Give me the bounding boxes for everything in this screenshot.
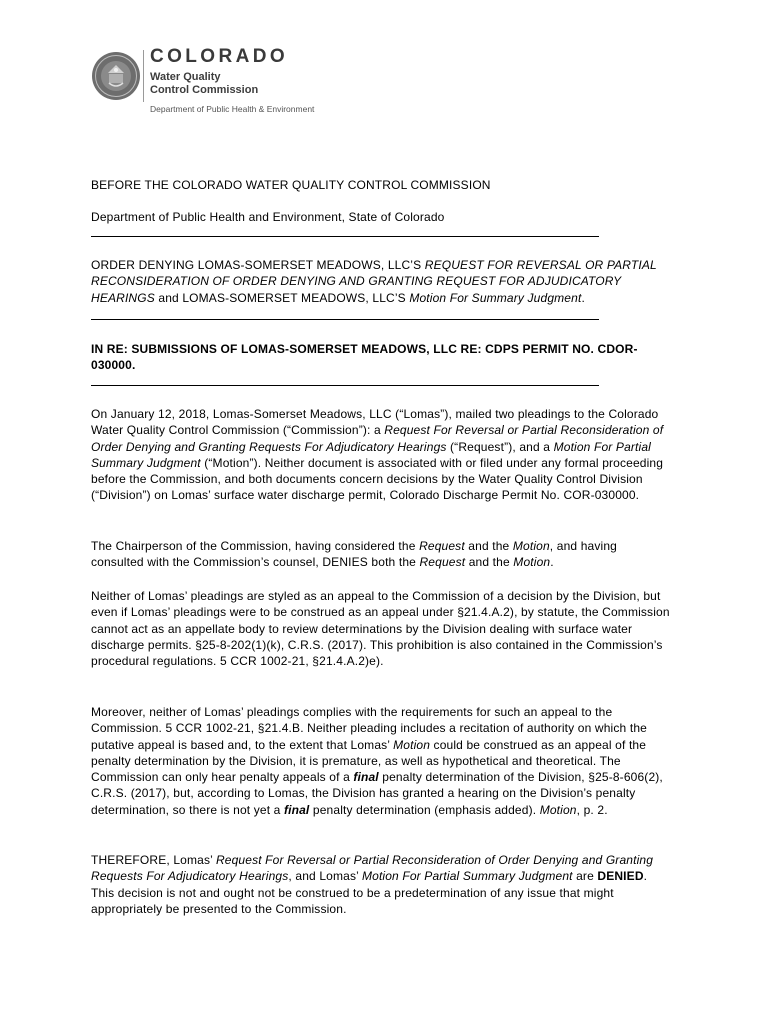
letterhead-department: Department of Public Health & Environment <box>150 104 315 114</box>
paragraph-jurisdiction: Neither of Lomas’ pleadings are styled as an appeal to the Commission of a decision by the Division, but even if Lomas’ pleadings were to be construed as an appeal under §21.4.A.2), by statute, the Commission cannot act as an appellate body to review determinations by the Division dealing with surface water discharge permits. §25-8-202(1)(k), C.R.S. (2017). This prohibition is also contained in the Commission’s procedural regulations. 5 CCR 1002-21, §21.4.A.2)e). <box>91 589 670 669</box>
department-line: Department of Public Health and Environment, State of Colorado <box>91 210 445 224</box>
in-re-caption: IN RE: SUBMISSIONS OF LOMAS-SOMERSET MEADOWS, LLC RE: CDPS PERMIT NO. CDOR-030000. <box>91 342 638 373</box>
divider-1 <box>91 236 599 237</box>
colorado-state-seal-icon <box>91 51 141 101</box>
letterhead-agency-line2: Control Commission <box>150 84 259 96</box>
letterhead-agency-line1: Water Quality <box>150 71 221 83</box>
request-title: REQUEST FOR REVERSAL OR PARTIAL RECONSIDERATION OF ORDER DENYING AND GRANTING REQUEST FOR ADJUDICATORY HEARINGS <box>91 258 657 305</box>
paragraph-conclusion: THEREFORE, Lomas’ Request For Reversal or Partial Reconsideration of Order Denying and Granting Requests For Adjudicatory Hearings, and Lomas’ Motion For Partial Summary Judgment are DENIED. This decision is not and ought not be construed to be a predetermination of any issue that might appropriately be presented to the Commission. <box>91 853 654 916</box>
letterhead-brand: COLORADO <box>150 46 289 67</box>
order-title: ORDER DENYING LOMAS-SOMERSET MEADOWS, LLC’S REQUEST FOR REVERSAL OR PARTIAL RECONSIDERATION OF ORDER DENYING AND GRANTING REQUEST FOR ADJUDICATORY HEARINGS and LOMAS-SOMERSET MEADOWS, LLC’S Motion For Summary Judgment. <box>91 258 657 305</box>
divider-3 <box>91 385 599 386</box>
divider-2 <box>91 319 599 320</box>
tribunal-heading: BEFORE THE COLORADO WATER QUALITY CONTROL COMMISSION <box>91 178 491 192</box>
letterhead-divider <box>143 50 144 102</box>
paragraph-background: On January 12, 2018, Lomas-Somerset Meadows, LLC (“Lomas”), mailed two pleadings to the Colorado Water Quality Control Commission (“Commission”): a Request For Reversal or Partial Reconsideration of Order Denying and Granting Requests For Adjudicatory Hearings (“Request”), and a Motion For Partial Summary Judgment (“Motion”). Neither document is associated with or filed under any formal proceeding before the Commission, and both documents concern decisions by the Water Quality Control Division (“Division”) on Lomas’ surface water discharge permit, Colorado Discharge Permit No. COR-030000. <box>91 407 664 503</box>
paragraph-requirements: Moreover, neither of Lomas’ pleadings complies with the requirements for such an appeal to the Commission. 5 CCR 1002-21, §21.4.B. Neither pleading includes a recitation of authority on which the putative appeal is based and, to the extent that Lomas’ Motion could be construed as an appeal of the penalty determination by the Division, it is premature, as well as hypothetical and theoretical. The Commission can only hear penalty appeals of a final penalty determination of the Division, §25-8-606(2), C.R.S. (2017), but, according to Lomas, the Division has granted a hearing on the Division’s penalty determination, so there is not yet a final penalty determination (emphasis added). Motion, p. 2. <box>91 705 663 817</box>
motion-title: Motion For Summary Judgment <box>409 290 582 305</box>
paragraph-decision: The Chairperson of the Commission, having considered the Request and the Motion, and having consulted with the Commission’s counsel, DENIES both the Request and the Motion. <box>91 539 617 570</box>
